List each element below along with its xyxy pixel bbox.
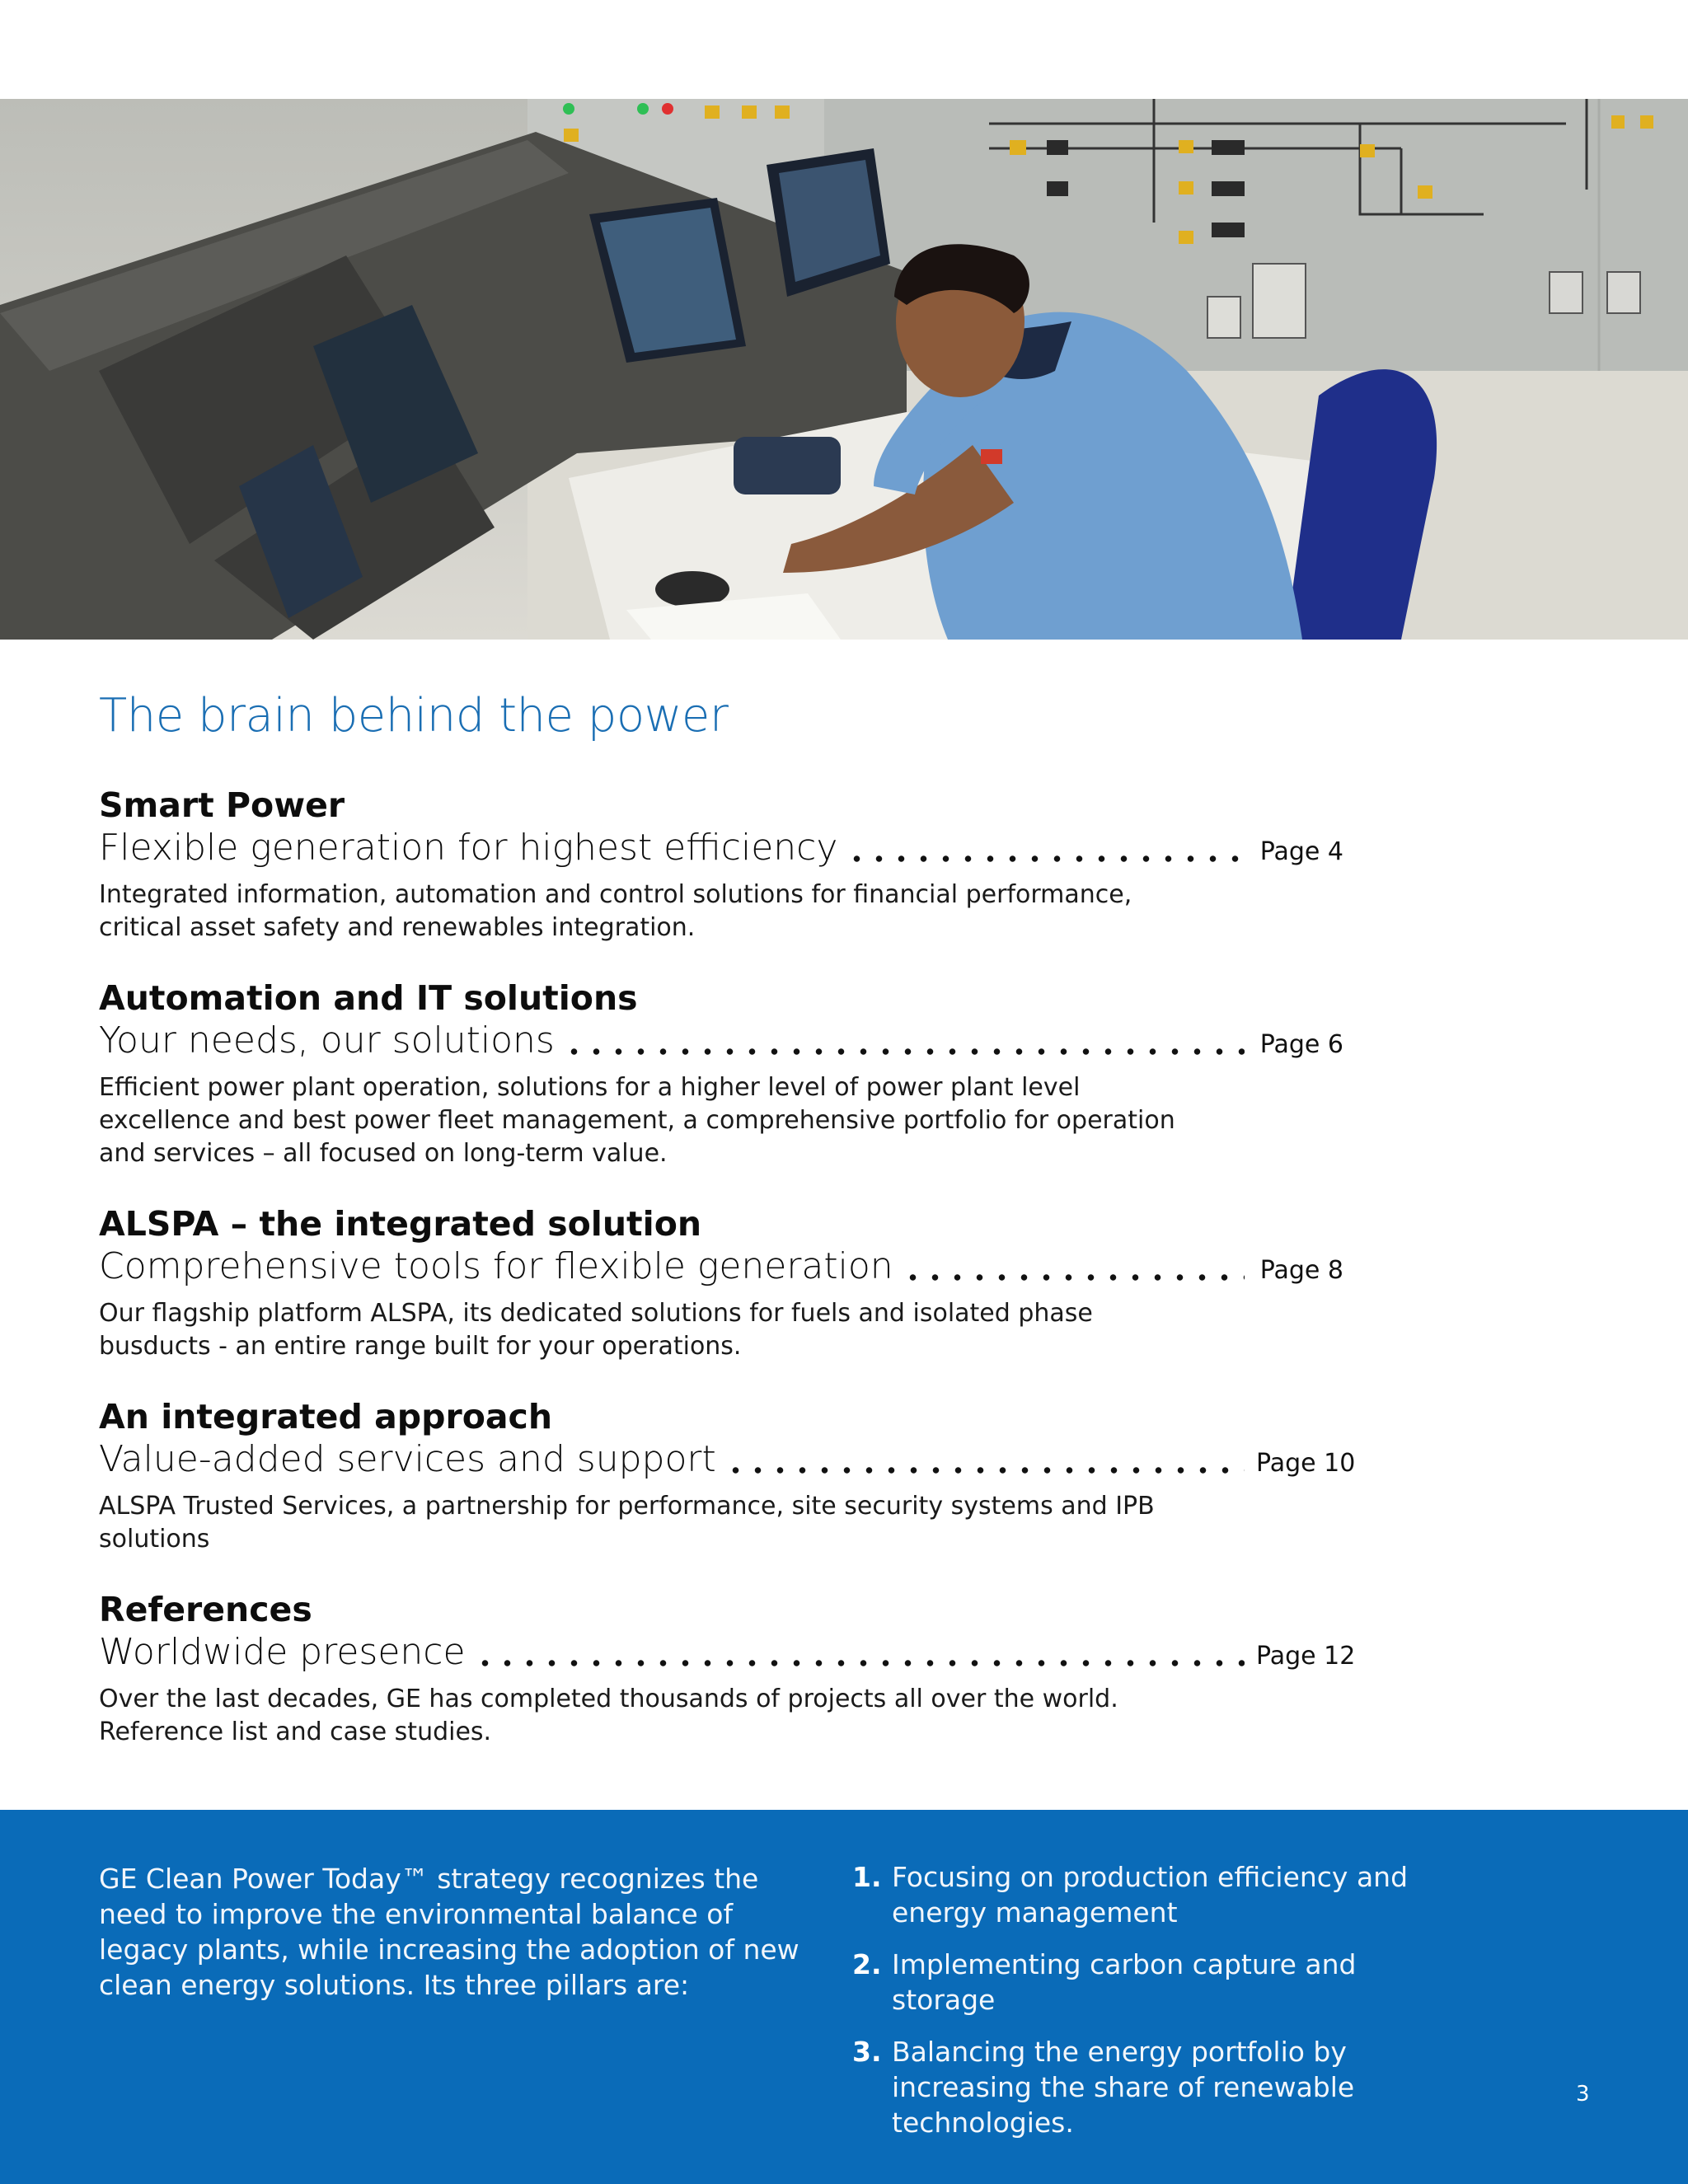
dot-leader [563,1047,1245,1057]
toc-line [99,1244,1343,1289]
pillar-number: 3. [852,2036,882,2068]
toc-description: Over the last decades, GE has completed thousands of projects all over the world. Reference list and case studies. [99,1685,1118,1746]
toc-page-ref: Page 12 [1256,1642,1356,1671]
strategy-band [0,1810,1688,2184]
toc-description: Our flagship platform ALSPA, its dedicated solutions for fuels and isolated phase busducts - an entire range built for your operations. [99,1299,1093,1361]
toc-description: Efficient power plant operation, solutions for a higher level of power plant level excellence and best power fleet management, a comprehensive portfolio for operation and services – all focused on long-term value. [99,1073,1175,1168]
toc-description: ALSPA Trusted Services, a partnership for performance, site security systems and IPB solutions [99,1492,1155,1554]
strategy-intro: GE Clean Power Today™ strategy recognizes the need to improve the environmental balance of legacy plants, while increasing the adoption of new clean energy solutions. Its three pillars are: [99,1863,799,2001]
pillar-text: Balancing the energy portfolio by increasing the share of renewable technologies. [892,2036,1355,2139]
toc-entry-automation-it[interactable] [99,977,1343,1170]
page-title: The brain behind the power [99,689,729,743]
toc-line [99,1019,1343,1063]
pillar-text: Focusing on production efficiency and energy management [892,1861,1409,1929]
toc-entry-references[interactable] [99,1589,1356,1749]
toc-subtitle: Your needs, our solutions [99,1019,555,1062]
toc-entry-integrated-approach[interactable] [99,1396,1356,1556]
toc-line [99,1437,1356,1482]
table-of-contents [99,785,1356,1782]
toc-page-ref: Page 6 [1259,1030,1343,1059]
dot-leader [902,1272,1245,1282]
toc-heading: Automation and IT solutions [99,978,638,1018]
toc-heading: An integrated approach [99,1397,553,1436]
dot-leader [724,1465,1245,1475]
dot-leader [846,854,1245,864]
page-number: 3 [1576,2082,1590,2107]
toc-entry-alspa[interactable] [99,1203,1343,1363]
pillar-text: Implementing carbon capture and storage [892,1948,1357,2016]
pillar-number: 1. [852,1861,882,1893]
pillar-item [852,2034,1446,2140]
toc-subtitle: Flexible generation for highest efficiency [99,827,838,869]
toc-subtitle: Worldwide presence [99,1631,466,1673]
pillar-item [852,1947,1446,2018]
pillar-item [852,1859,1446,1930]
toc-description: Integrated information, automation and control solutions for financial performance, critical asset safety and renewables integration. [99,880,1132,942]
pillar-number: 2. [852,1948,882,1980]
toc-subtitle: Comprehensive tools for flexible generation [99,1245,893,1287]
pillars-list [852,1859,1446,2157]
control-room-photo [0,99,1688,640]
toc-heading: References [99,1590,312,1629]
toc-heading: Smart Power [99,785,345,825]
toc-page-ref: Page 4 [1259,837,1343,866]
toc-entry-smart-power[interactable] [99,785,1343,944]
toc-line [99,1630,1356,1675]
toc-heading: ALSPA – the integrated solution [99,1204,702,1244]
toc-page-ref: Page 8 [1259,1256,1343,1285]
dot-leader [474,1658,1245,1668]
toc-page-ref: Page 10 [1256,1449,1356,1478]
toc-line [99,826,1343,870]
toc-subtitle: Value-added services and support [99,1438,716,1480]
control-room-illustration [0,99,1688,640]
